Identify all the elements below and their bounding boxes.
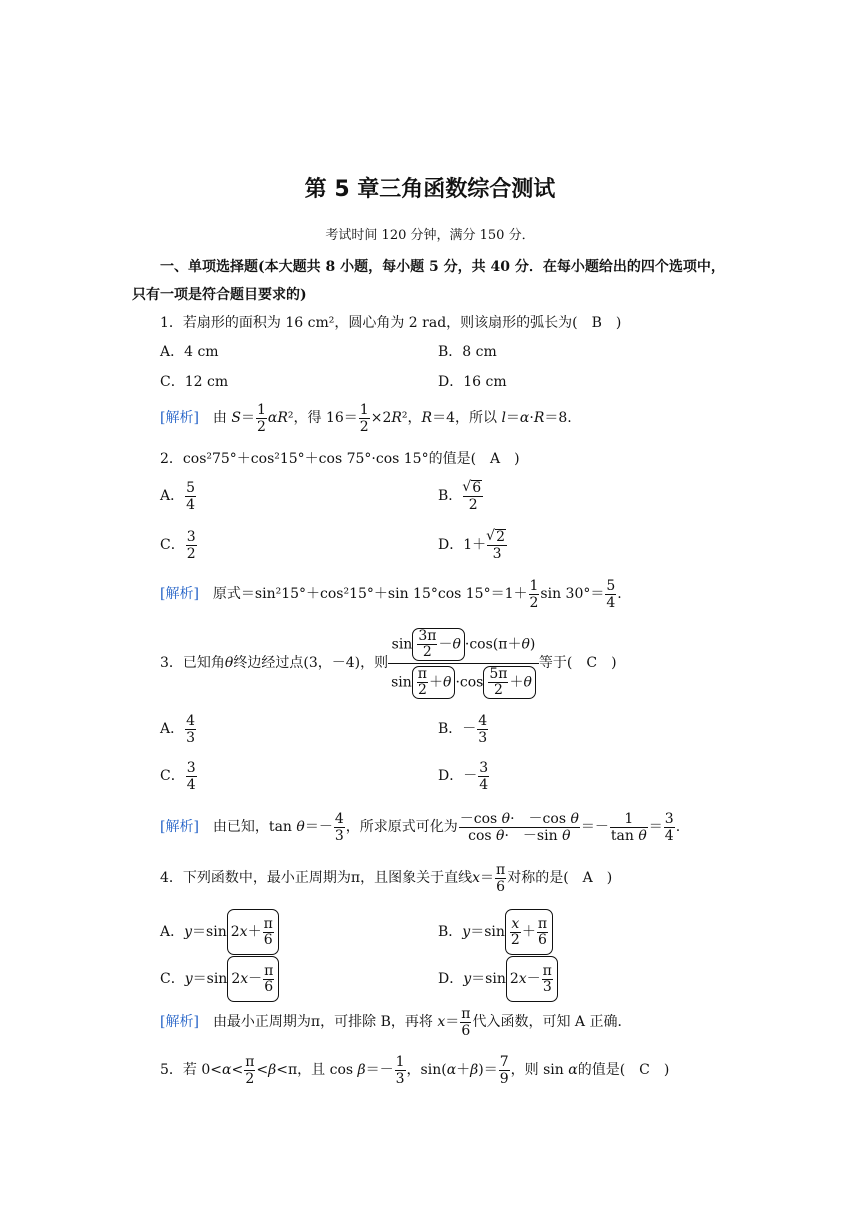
question-2-stem: 2．cos²75°＋cos²15°＋cos 75°·cos 15°的值是( A ) [160, 451, 520, 467]
question-5-stem: 5．若 0<α< $\frac{\pi}{2}$ <β<π，且 cos β＝－ $\frac{1}{3}$ ，sin(α＋β)＝ $\frac{7}{9}$ ，则 sin α的值是( C ) [160, 1053, 670, 1087]
question-2-option-d: D．1＋ √ $\frac{2}{3}$ [438, 527, 508, 563]
question-1-option-d: D．16 cm [438, 374, 507, 390]
question-3-option-c: C． $\frac{3}{4}$ [160, 759, 196, 793]
question-3-option-d: D．－ $\frac{3}{4}$ [438, 759, 489, 793]
question-4-option-c: C．y＝sin 2x－ $\frac{\pi}{6}$ [160, 956, 279, 1002]
question-1-analysis: [解析] 由 S＝ $\frac{1}{2}$ αR²，得 16＝ $\frac{1}{2}$ ×2R²，R＝4，所以 l＝α·R＝8. [160, 401, 572, 435]
question-4-option-b: B．y＝sin $\frac{x}{2}$ ＋ $\frac{\pi}{6}$ [438, 909, 553, 955]
question-2-option-a: A． $\frac{5}{4}$ [160, 479, 196, 513]
question-1-option-a: A．4 cm [160, 344, 219, 360]
page-title: 第 5 章三角函数综合测试 [304, 177, 556, 202]
section-heading-line1: 一、单项选择题(本大题共 8 小题，每小题 5 分，共 40 分．在每小题给出的四个选项中， [160, 259, 725, 275]
question-2-option-c: C． $\frac{3}{2}$ [160, 528, 196, 562]
exam-info: 考试时间 120 分钟，满分 150 分． [325, 228, 535, 243]
question-2-analysis: [解析] 原式＝sin²15°＋cos²15°＋sin 15°cos 15°＝1＋ $\frac{1}{2}$ sin 30°＝ $\frac{5}{4}$ . [160, 577, 622, 611]
question-4-analysis: [解析] 由最小正周期为π，可排除 B，再将 x＝ $\frac{\pi}{6}$ 代入函数，可知 A 正确． [160, 1005, 632, 1039]
question-3-option-a: A． $\frac{4}{3}$ [160, 712, 196, 746]
question-3-analysis: [解析] 由已知，tan θ＝－ $\frac{4}{3}$ ，所求原式可化为 $\frac{\text{－cos θ· －cos θ}}{\text{cos θ· －sin θ}}$ ＝－ $\frac{1}{\text{tan θ}}$ ＝ $\frac{3}{4}$ . [160, 810, 681, 844]
question-1-stem: 1．若扇形的面积为 16 cm²，圆心角为 2 rad，则该扇形的弧长为( B ) [160, 315, 622, 331]
question-4-option-d: D．y＝sin 2x－ $\frac{\pi}{3}$ [438, 956, 558, 1002]
question-1-option-b: B．8 cm [438, 344, 497, 360]
question-3-option-b: B．－ $\frac{4}{3}$ [438, 712, 488, 746]
question-3-stem: 3．已知角θ终边经过点(3，－4)，则 sin $\frac{3\pi}{2}$ －θ ·cos(π＋θ) sin $\frac{\pi}{2}$ ＋θ ·cos $\frac{5\pi}{2}$ ＋θ 等于( C ) [160, 627, 617, 698]
question-2-option-b: B． √ $\frac{6}{2}$ [438, 478, 484, 514]
question-4-option-a: A．y＝sin 2x＋ $\frac{\pi}{6}$ [160, 909, 279, 955]
analysis-label: [解析] [160, 410, 199, 426]
question-4-stem: 4．下列函数中，最小正周期为π，且图象关于直线x＝ $\frac{\pi}{6}$ 对称的是( A ) [160, 861, 613, 895]
question-1-option-c: C．12 cm [160, 374, 229, 390]
section-heading-line2: 只有一项是符合题目要求的) [132, 287, 307, 303]
